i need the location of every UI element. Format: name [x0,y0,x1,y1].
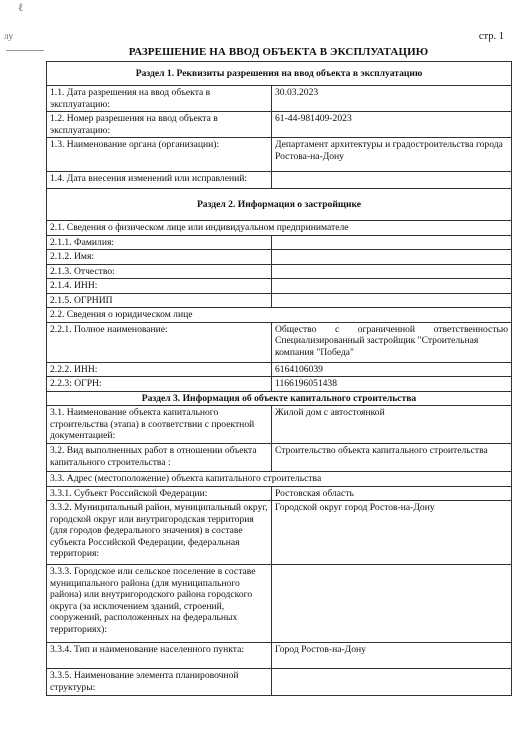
row-value: 30.03.2023 [272,86,512,112]
table-row [47,264,512,279]
row-value: Департамент архитектуры и градостроительства города Ростова-на-Дону [272,138,512,172]
row-value [272,322,512,362]
table-row [47,377,512,392]
row-label: 3.3.2. Муниципальный район, муниципальный округ, городской округ или внутригородская территория (для городов федерального значения) в составе субъекта Российской Федерации, федеральная территория: [47,501,272,565]
document-title: РАЗРЕШЕНИЕ НА ВВОД ОБЪЕКТА В ЭКСПЛУАТАЦИЮ [128,46,429,58]
subsection-row [47,221,512,236]
section2-heading: Раздел 2. Информация о застройщике [47,189,512,221]
row-label: 2.2.1. Полное наименование: [47,322,272,362]
row-label: 3.2. Вид выполненных работ в отношении объекта капитального строительства : [47,444,272,472]
section3-heading: Раздел 3. Информация об объекте капитального строительства [47,391,512,406]
margin-mark-1: ℓ [18,2,24,14]
row-label: 2.2.3: ОГРН: [47,377,272,392]
table-row [47,235,512,250]
section3-heading-row [47,391,512,406]
page-number: стр. 1 [478,31,504,42]
row-value: Жилой дом с автостоянкой [272,406,512,444]
row-value: Городской округ город Ростов-на-Дону [272,501,512,565]
row-label: 3.1. Наименование объекта капитального строительства (этапа) в соответствии с проектной документацией: [47,406,272,444]
address-header: 3.3. Адрес (местоположение) объекта капитального строительства [47,472,512,487]
table-row [47,486,512,501]
table-row [47,279,512,294]
row-label: 3.3.4. Тип и наименование населенного пункта: [47,643,272,669]
row-value [272,264,512,279]
company-name-rest: Специализированный застройщик "Строительная компания "Победа" [275,335,479,358]
table-row [47,112,512,138]
row-value [272,669,512,696]
row-label: 1.2. Номер разрешения на ввод объекта в эксплуатацию: [47,112,272,138]
table-row [47,138,512,172]
table-row [47,444,512,472]
section1-heading-row [47,62,512,86]
row-label: 3.3.1. Субъект Российской Федерации: [47,486,272,501]
individual-header: 2.1. Сведения о физическом лице или индивидуальном предпринимателе [47,221,512,236]
table-row [47,643,512,669]
subsection-row [47,308,512,323]
table-row [47,565,512,643]
margin-rule [6,50,44,51]
row-label: 2.2.2. ИНН: [47,362,272,377]
row-value: 61-44-981409-2023 [272,112,512,138]
company-name-line1: Общество с ограниченной ответственностью [275,323,508,335]
row-label: 2.1.4. ИНН: [47,279,272,294]
row-value [272,250,512,265]
row-label: 2.1.5. ОГРНИП [47,293,272,308]
row-value: Город Ростов-на-Дону [272,643,512,669]
row-label: 2.1.2. Имя: [47,250,272,265]
row-label: 1.4. Дата внесения изменений или исправлений: [47,172,272,189]
row-value [272,565,512,643]
table-row [47,406,512,444]
row-value: 1166196051438 [272,377,512,392]
row-value [272,293,512,308]
table-row [47,322,512,362]
row-label: 3.3.3. Городское или сельское поселение в составе муниципального района (для муниципального района) или внутригородского района городского округа (за исключением зданий, строений, сооружений, расположенных на федеральных территориях): [47,565,272,643]
table-row [47,250,512,265]
row-label: 2.1.3. Отчество: [47,264,272,279]
margin-mark-2: лу [4,31,13,41]
row-label: 2.1.1. Фамилия: [47,235,272,250]
table-row [47,501,512,565]
row-value [272,279,512,294]
row-value: Строительство объекта капитального строительства [272,444,512,472]
table-row [47,172,512,189]
row-label: 1.1. Дата разрешения на ввод объекта в эксплуатацию: [47,86,272,112]
table-row [47,293,512,308]
row-value [272,172,512,189]
permit-form-table [46,61,512,696]
section2-heading-row [47,189,512,221]
table-row [47,86,512,112]
legal-header: 2.2. Сведения о юридическом лице [47,308,512,323]
row-value: 6164106039 [272,362,512,377]
section1-heading: Раздел 1. Реквизиты разрешения на ввод объекта в эксплуатацию [47,62,512,86]
table-row [47,362,512,377]
subsection-row [47,472,512,487]
row-label: 1.3. Наименование органа (организации): [47,138,272,172]
row-value: Ростовская область [272,486,512,501]
row-label: 3.3.5. Наименование элемента планировочной структуры: [47,669,272,696]
row-value [272,235,512,250]
table-row [47,669,512,696]
